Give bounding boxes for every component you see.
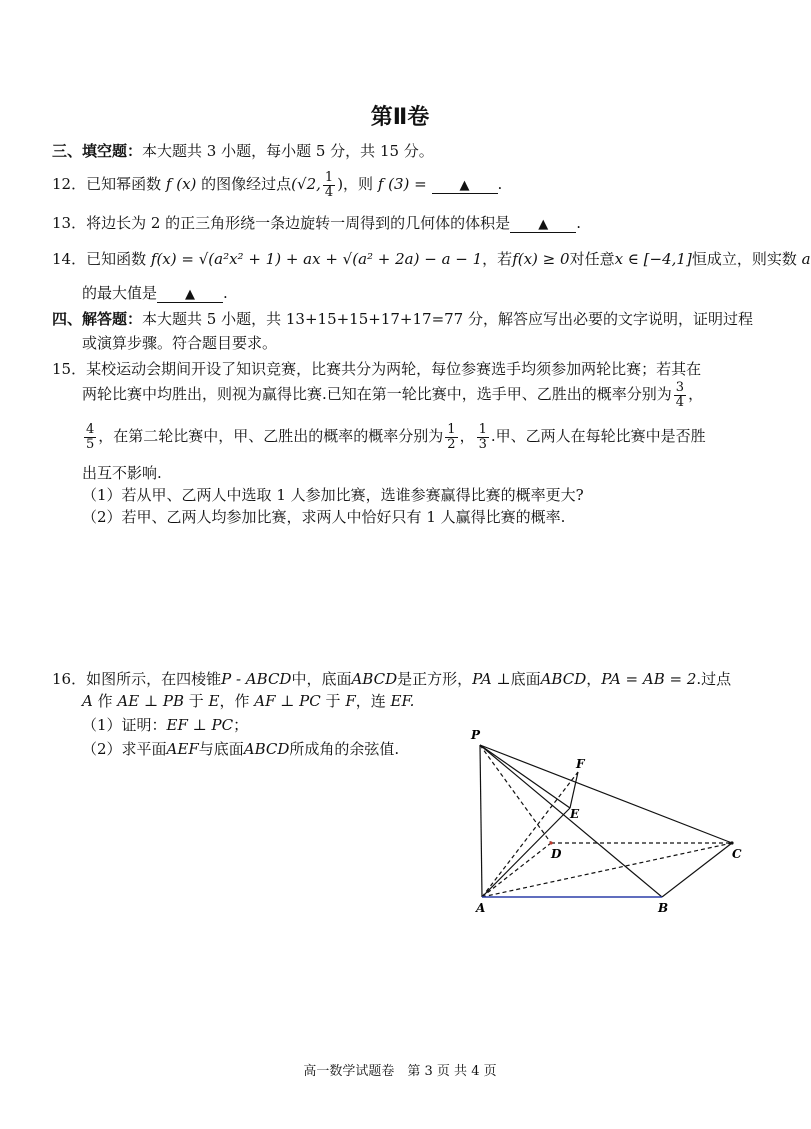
- q15-line3: ，在第二轮比赛中，甲、乙胜出的概率的概率分别为: [98, 427, 444, 445]
- q15-number: 15．: [52, 360, 87, 378]
- page-title: 第Ⅱ卷: [370, 105, 430, 130]
- answer-blank[interactable]: ▲: [157, 288, 223, 303]
- q16-line2f: ，连: [355, 692, 386, 710]
- q15-line4: 出互不影响.: [82, 464, 162, 482]
- q15-f2-den: 5: [86, 436, 95, 452]
- q15-f4-num: 1: [478, 421, 487, 437]
- q15-f2-num: 4: [86, 421, 95, 437]
- q16-ef: EF.: [390, 692, 415, 710]
- q14-number: 14．: [52, 250, 87, 268]
- label-c: C: [732, 847, 742, 861]
- q16-line1b: 中，底面: [291, 670, 352, 688]
- q15-f4-den: 3: [478, 436, 487, 452]
- q16-sub2d: ABCD: [243, 740, 290, 758]
- q14-range: x ∈ [−4,1]: [614, 250, 692, 268]
- section3-desc: 本大题共 3 小题，每小题 5 分，共 15 分。: [142, 142, 434, 160]
- section4-desc2: 或演算步骤。符合题目要求。: [82, 334, 278, 352]
- q12-end: .: [497, 175, 503, 193]
- q12-frac-den: 4: [324, 184, 334, 200]
- q15-line1: 某校运动会期间开设了知识竞赛，比赛共分为两轮，每位参赛选手均须参加两轮比赛；若其在: [86, 360, 702, 378]
- section4-desc: 本大题共 5 小题，共 13+15+15+17+17=77 分，解答应写出必要的文字说明，证明过程: [142, 310, 753, 328]
- q16-sub1c: ；: [233, 716, 249, 734]
- q16-line1a: 如图所示，在四棱锥: [86, 670, 222, 688]
- edge-pd: [480, 745, 551, 843]
- q13-text: 将边长为 2 的正三角形绕一条边旋转一周得到的几何体的体积是: [86, 214, 511, 232]
- q15-f1-den: 4: [675, 394, 685, 410]
- q12-text: 已知幂函数: [86, 175, 162, 193]
- q15-comma2: ，: [459, 427, 475, 445]
- q16-line2b: 作: [97, 692, 113, 710]
- q16-sub2b: AEF: [166, 740, 199, 758]
- point-d: [549, 841, 552, 844]
- q12-frac-num: 1: [324, 169, 334, 185]
- q16-e: E: [208, 692, 220, 710]
- answer-blank[interactable]: ▲: [510, 218, 576, 233]
- section4-heading: 四、解答题：: [52, 310, 143, 328]
- q15-sub1: （1）若从甲、乙两人中选取 1 人参加比赛，选谁参赛赢得比赛的概率更大?: [82, 486, 584, 504]
- q15-sub2: （2）若甲、乙两人均参加比赛，求两人中恰好只有 1 人赢得比赛的概率.: [82, 508, 566, 526]
- edge-pc: [480, 745, 732, 843]
- point-c: [730, 841, 733, 844]
- q16-sub2c: 与底面: [198, 740, 244, 758]
- q16-line1e: .过点: [696, 670, 732, 688]
- q12-text-c: )，则: [337, 175, 374, 193]
- q12-text-b: 的图像经过点: [201, 175, 292, 193]
- q15-f3-num: 1: [447, 421, 456, 437]
- q16-line1c: 是正方形，: [397, 670, 473, 688]
- q16-line2d: ，作: [219, 692, 250, 710]
- q14-formula: f(x) = √(a²x² + 1) + ax + √(a² + 2a) − a − 1: [150, 250, 483, 268]
- label-f: F: [576, 757, 585, 771]
- q16-sub1b: EF ⊥ PC: [166, 716, 234, 734]
- q15-f1-num: 3: [675, 379, 685, 395]
- label-a: A: [476, 901, 486, 915]
- q16-abcd: ABCD: [351, 670, 398, 688]
- q16-number: 16．: [52, 670, 87, 688]
- q13-end: .: [576, 214, 581, 232]
- q16-sub2a: （2）求平面: [82, 740, 167, 758]
- q16-eq: PA = AB = 2: [601, 670, 697, 688]
- q16-line2a: A: [82, 692, 93, 710]
- q13-number: 13．: [52, 214, 87, 232]
- q16-sub1a: （1）证明：: [82, 716, 167, 734]
- page-footer: 高一数学试题卷 第 3 页 共 4 页: [303, 1064, 497, 1079]
- q12-number: 12．: [52, 175, 87, 193]
- edge-pb: [480, 745, 662, 897]
- q14-condition: f(x) ≥ 0: [512, 250, 570, 268]
- q16-abcd2: ABCD: [540, 670, 587, 688]
- edge-pe: [480, 745, 570, 808]
- label-b: B: [658, 901, 669, 915]
- q16-af: AF ⊥ PC: [254, 692, 321, 710]
- q16-line1d: 底面: [510, 670, 541, 688]
- q15-f3-den: 2: [447, 436, 456, 452]
- q15-line3b: .甲、乙两人在每轮比赛中是否胜: [490, 427, 706, 445]
- edge-pa: [480, 745, 482, 897]
- q14-text-b: ，若: [482, 250, 513, 268]
- q16-line2e: 于: [325, 692, 341, 710]
- answer-blank[interactable]: ▲: [432, 179, 498, 194]
- q16-sub2e: 所成角的余弦值.: [289, 740, 400, 758]
- q14-text-a: 已知函数: [86, 250, 147, 268]
- q14-text-c: 对任意: [569, 250, 615, 268]
- q14-var: a: [801, 250, 811, 268]
- q14-end: .: [223, 284, 228, 302]
- q16-ae: AE ⊥ PB: [117, 692, 184, 710]
- label-e: E: [570, 807, 580, 821]
- q15-comma: ，: [688, 385, 704, 403]
- q14-line2: 的最大值是: [82, 284, 158, 302]
- q14-text-d: 恒成立，则实数: [691, 250, 797, 268]
- edge-af: [482, 772, 578, 897]
- q16-perp: PA ⊥: [472, 670, 511, 688]
- q12-fx: f (x): [165, 175, 197, 193]
- q15-line2: 两轮比赛中均胜出，则视为赢得比赛.已知在第一轮比赛中，选手甲、乙胜出的概率分别为: [82, 385, 672, 403]
- q16-f: F: [345, 692, 356, 710]
- q12-point: (√2,: [291, 175, 321, 193]
- q16-pabcd: P - ABCD: [221, 670, 292, 688]
- label-p: P: [471, 728, 481, 742]
- label-d: D: [551, 847, 562, 861]
- section3-heading: 三、填空题：: [52, 142, 143, 160]
- q16-line2c: 于: [188, 692, 204, 710]
- q12-f3: f (3) =: [377, 175, 427, 193]
- q16-comma: ，: [586, 670, 602, 688]
